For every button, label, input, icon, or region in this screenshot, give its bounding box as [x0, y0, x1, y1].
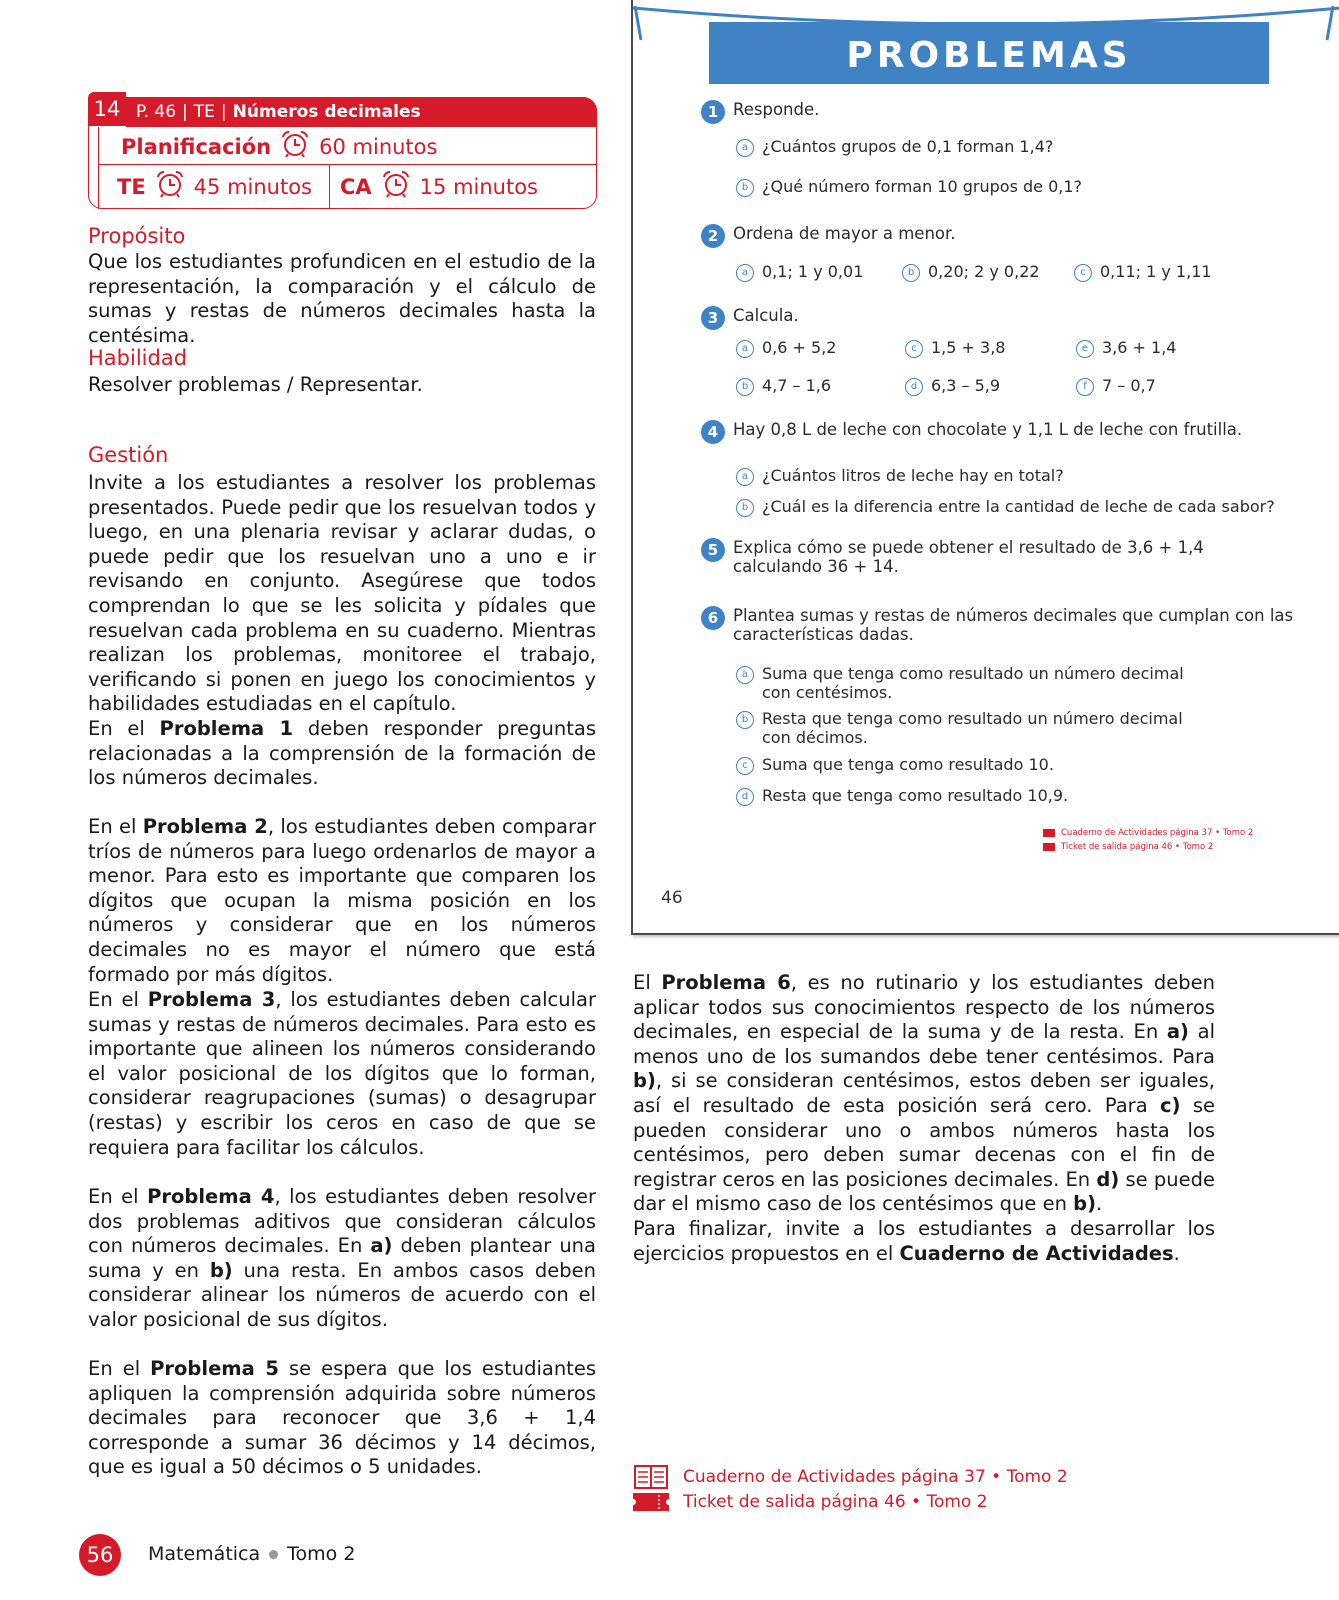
problem-2a: a 0,1; 1 y 0,01	[736, 262, 863, 282]
book-icon	[633, 1465, 669, 1489]
problem-1a: a ¿Cuántos grupos de 0,1 forman 1,4?	[736, 137, 1053, 157]
gestion-title: Gestión	[88, 443, 169, 467]
ca-row	[340, 170, 538, 203]
problem-1: 1 Responde.	[701, 100, 819, 124]
te-label: TE	[117, 174, 146, 199]
problem-3b: b 4,7 – 1,6	[736, 376, 831, 396]
planificacion-time: 60 minutos	[319, 134, 438, 159]
ticket-icon	[1043, 843, 1055, 851]
student-page-image	[631, 0, 1339, 935]
lesson-header-bar: P. 46 | TE | Números decimales	[126, 97, 597, 127]
problem-2: 2 Ordena de mayor a menor.	[701, 224, 956, 248]
header-divider	[98, 164, 597, 165]
student-page-number: 46	[661, 888, 683, 908]
footer-subject: Matemática Tomo 2	[148, 1543, 356, 1565]
alarm-clock-icon	[279, 130, 311, 163]
header-divider-left	[98, 127, 99, 209]
page-ref: P. 46	[136, 102, 177, 122]
lesson-topic: Números decimales	[232, 102, 421, 122]
page-number: 56	[79, 1534, 121, 1576]
problem-3e: e 3,6 + 1,4	[1076, 338, 1176, 358]
final-paragraph: Para finalizar, invite a los estudiantes a desarrollar los ejercicios propuestos en el Cuaderno de Actividades.	[633, 1217, 1215, 1265]
problem-4b: b ¿Cuál es la diferencia entre la cantidad de leche de cada sabor?	[736, 497, 1275, 517]
te-row	[117, 170, 312, 203]
ca-label: CA	[340, 174, 372, 199]
gestion-problema-4: En el Problema 4, los estudiantes deben resolver dos problemas aditivos que consideran cálculos con números decimales. En a) deben plantear una suma y en b) una resta. En ambos casos deben considerar alinear los números de acuerdo con el valor posicional de sus dígitos.	[88, 1185, 596, 1331]
gestion-problema-1: En el Problema 1 deben responder preguntas relacionadas a la comprensión de la formación de los números decimales.	[88, 717, 596, 790]
ca-time: 15 minutos	[419, 174, 539, 199]
habilidad-text: Resolver problemas / Representar.	[88, 373, 423, 396]
ticket-icon	[633, 1493, 669, 1511]
problem-5: 5 Explica cómo se puede obtener el resultado de 3,6 + 1,4 calculando 36 + 14.	[701, 538, 1204, 576]
te-time: 45 minutos	[193, 174, 313, 199]
ref-ticket-text: Ticket de salida página 46 • Tomo 2	[683, 1492, 988, 1512]
problem-6a: a Suma que tenga como resultado un número decimal con centésimos.	[736, 664, 1184, 702]
problem-2b: b 0,20; 2 y 0,22	[902, 262, 1040, 282]
problem-6d: d Resta que tenga como resultado 10,9.	[736, 786, 1068, 806]
problem-1b: b ¿Qué número forman 10 grupos de 0,1?	[736, 177, 1082, 197]
book-icon	[1043, 829, 1055, 837]
ref-cuaderno-text: Cuaderno de Actividades página 37 • Tomo 2	[683, 1467, 1068, 1487]
problem-3c: c 1,5 + 3,8	[905, 338, 1005, 358]
problem-2c: c 0,11; 1 y 1,11	[1074, 262, 1212, 282]
problemas-banner: PROBLEMAS	[709, 22, 1269, 84]
planificacion-row	[121, 130, 437, 163]
te-tag: TE	[193, 102, 215, 122]
gestion-problema-2: En el Problema 2, los estudiantes deben comparar tríos de números para luego ordenarlos de mayor a menor. Para esto es importante que comparen los dígitos que ocupan la misma posición en los números y considerar que en los números decimales no es mayor el número que está formado por más dígitos.	[88, 815, 596, 986]
habilidad-title: Habilidad	[88, 346, 188, 370]
proposito-text: Que los estudiantes profundicen en el estudio de la representación, la comparación y el cálculo de sumas y restas de números decimales hasta la centésima.	[88, 250, 596, 347]
problem-3f: f 7 – 0,7	[1076, 376, 1156, 396]
ref-cuaderno	[633, 1465, 1068, 1489]
problem-6c: c Suma que tenga como resultado 10.	[736, 755, 1054, 775]
page-note-cuaderno: Cuaderno de Actividades página 37 • Tomo 2	[1043, 828, 1253, 838]
problem-3: 3 Calcula.	[701, 306, 799, 330]
problem-4a: a ¿Cuántos litros de leche hay en total?	[736, 466, 1064, 486]
alarm-clock-icon	[154, 170, 186, 203]
gestion-problema-6: El Problema 6, es no rutinario y los estudiantes deben aplicar todos sus conocimientos respecto de los números decimales, en especial de la suma y de la resta. En a) al menos uno de los sumandos debe tener centésimos. Para b), si se consideran centésimos, estos deben ser iguales, así el resultado de esta posición será cero. Para c) se pueden considerar uno o ambos números hasta los centésimos, pero deben sumar decenas con el fin de registrar ceros en las posiciones decimales. En d) se puede dar el mismo caso de los centésimos que en b).	[633, 971, 1216, 1216]
problem-6: 6 Plantea sumas y restas de números decimales que cumplan con las características dadas.	[701, 606, 1293, 644]
gestion-problema-3: En el Problema 3, los estudiantes deben calcular sumas y restas de números decimales. Para esto es importante que alineen los números considerando el valor posicional de los dígitos que lo forman, considerar reagrupaciones (sumas) o desagrupar (restas) y escribir los ceros en caso de que se requiera para facilitar los cálculos.	[88, 988, 597, 1159]
header-divider-vertical	[329, 165, 330, 209]
gestion-intro: Invite a los estudiantes a resolver los problemas presentados. Puede pedir que los resuelvan todos y luego, en una plenaria revisar y aclarar dudas, o puede pedir que los resuelvan uno a uno e ir revisando en conjunto. Asegúrese que todos comprendan lo que se les solicita y pídales que resuelvan cada problema en su cuaderno. Mientras realizan los problemas, monitoree el trabajo, verificando si ponen en juego los conocimientos y habilidades estudiadas en el capítulo.	[88, 471, 596, 716]
problem-3a: a 0,6 + 5,2	[736, 338, 836, 358]
proposito-title: Propósito	[88, 224, 186, 248]
alarm-clock-icon	[380, 170, 412, 203]
page-note-ticket: Ticket de salida página 46 • Tomo 2	[1043, 842, 1213, 852]
problem-6b: b Resta que tenga como resultado un número decimal con décimos.	[736, 709, 1183, 747]
ref-ticket	[633, 1492, 988, 1512]
problem-4: 4 Hay 0,8 L de leche con chocolate y 1,1 L de leche con frutilla.	[701, 420, 1242, 444]
lesson-number: 14	[88, 92, 126, 126]
problem-3d: d 6,3 – 5,9	[905, 376, 1000, 396]
planificacion-label: Planificación	[121, 134, 272, 159]
gestion-problema-5: En el Problema 5 se espera que los estudiantes apliquen la comprensión adquirida sobre números decimales para reconocer que 3,6 + 1,4 corresponde a sumar 36 décimos y 14 décimos, que es igual a 50 décimos o 5 unidades.	[88, 1357, 596, 1479]
